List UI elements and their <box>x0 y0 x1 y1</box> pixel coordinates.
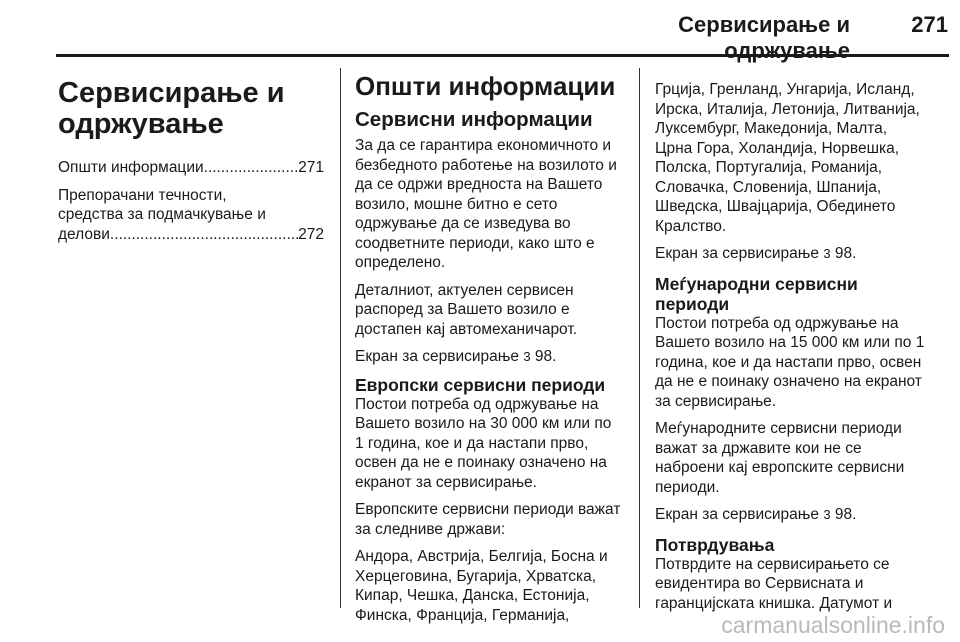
intro-paragraph: За да се гарантира економичното и безбедното работење на возилото и да се одржи вредноста на Вашето возило, мошне битно е сето одржување да се изведува во соодветните периоди, како што е определено. <box>355 137 617 271</box>
display-reference[interactable]: Екран за сервисирање 3 98. <box>655 506 857 523</box>
toc-entry-text: Препорачани течности, <box>58 186 227 204</box>
intro-paragraph: Деталниот, актуелен сервисен распоред за Вашето возило е достапен кај автомеханичарот. <box>355 281 578 338</box>
display-reference[interactable]: Екран за сервисирање 3 98. <box>355 348 557 365</box>
reference-arrow-icon: 3 <box>523 349 531 364</box>
toc-entry-page: 271 <box>298 159 324 176</box>
subsection-title: Сервисни информации <box>355 108 593 131</box>
european-periods-paragraph: Европските сервисни периоди важат за следниве држави: <box>355 501 621 538</box>
country-list: Андора, Австрија, Белгија, Босна и Херцеговина, Бугарија, Хрватска, Кипар, Чешка, Данска, Естонија, Финска, Франција, Германија, <box>355 548 608 624</box>
european-periods-paragraph: Постои потреба од одржување на Вашето возило на 30 000 км или по 1 година, кое и да настапи прво, освен да не е поинаку означено на екранот за сервисирање. <box>355 395 612 491</box>
country-list: Грција, Гренланд, Унгарија, Исланд, Ирска, Италија, Летонија, Литванија, Луксембург, Македонија, Малта, Црна Гора, Холандија, Норвешка, Полска, Португалија, Романија, Словачка, Словенија, Шпанија, Шведска, Швајцарија, Обединето Кралство. <box>655 81 920 235</box>
reference-arrow-icon: 3 <box>823 507 831 522</box>
international-periods-heading: Меѓународни сервисни периоди <box>655 273 858 314</box>
column-divider-right <box>639 68 640 608</box>
section-title: Општи информации <box>355 71 616 101</box>
toc-entry[interactable] <box>58 158 324 178</box>
european-periods-heading: Европски сервисни периоди <box>355 374 606 395</box>
toc-entry-text: средства за подмачкување и <box>58 206 266 223</box>
international-periods-paragraph: Меѓународните сервисни периоди важат за државите кои не се наброени кај европските сервисни периоди. <box>655 420 905 496</box>
toc-entry[interactable] <box>58 186 324 245</box>
toc-entry-text: делови <box>58 225 110 243</box>
toc-column <box>58 72 324 252</box>
chapter-title: Сервисирање и одржување <box>58 77 285 140</box>
content-column-middle <box>355 72 623 625</box>
watermark: carmanualsonline.info <box>721 612 945 638</box>
header-rule <box>56 54 949 57</box>
column-divider-left <box>340 68 341 608</box>
toc-entry-text: Општи информации <box>58 159 204 176</box>
international-periods-paragraph: Постои потреба од одржување на Вашето возило на 15 000 км или по 1 година, кое и да настапи прво, освен да не е поинаку означено на екранот за сервисирање. <box>655 314 925 410</box>
toc-leader-dots <box>110 225 298 245</box>
content-column-right <box>655 80 925 621</box>
page-number: 271 <box>911 12 948 37</box>
toc-leader-dots <box>204 158 298 178</box>
reference-arrow-icon: 3 <box>823 246 831 261</box>
toc-entry-page: 272 <box>298 225 324 243</box>
confirmations-heading: Потврдувања <box>655 534 775 555</box>
display-reference[interactable]: Екран за сервисирање 3 98. <box>655 245 857 262</box>
page-header-title: Сервисирање и одржување <box>678 12 850 63</box>
confirmations-paragraph: Потврдите на сервисирањето се евидентира во Сервисната и гаранцијската книшка. Датумот и <box>655 555 893 612</box>
